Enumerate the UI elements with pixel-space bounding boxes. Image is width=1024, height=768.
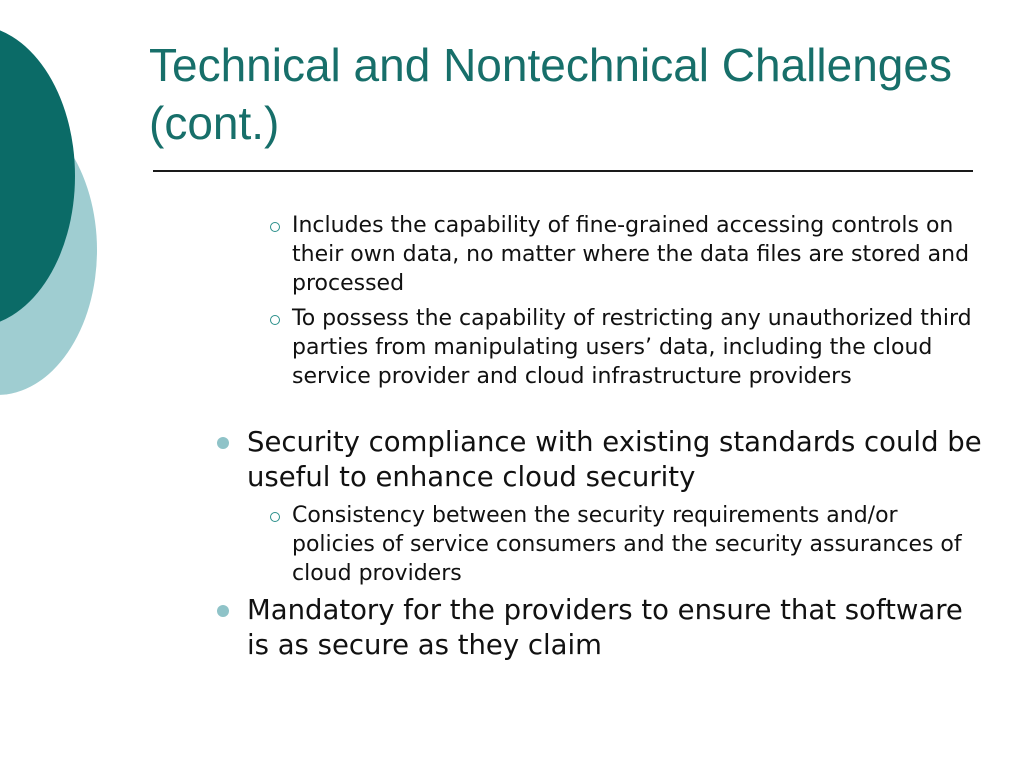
sub-bullet-text: Consistency between the security requirements and/or policies of service consumers and the security assurances of cloud providers	[292, 503, 962, 586]
sub-bullet-text: To possess the capability of restricting any unauthorized third parties from manipulating users’ data, including the cloud service provider and cloud infrastructure providers	[292, 306, 972, 389]
bullet-item	[247, 425, 987, 495]
sub-bullet-item	[292, 304, 982, 391]
slide-title: Technical and Nontechnical Challenges (cont.)	[149, 39, 952, 149]
sub-bullet-item	[292, 211, 982, 298]
filled-circle-bullet-icon	[217, 605, 229, 617]
hollow-circle-bullet-icon	[270, 512, 280, 522]
filled-circle-bullet-icon	[217, 437, 229, 449]
bullet-text: Security compliance with existing standards could be useful to enhance cloud security	[247, 426, 982, 493]
bullet-text: Mandatory for the providers to ensure that software is as secure as they claim	[247, 594, 963, 661]
hollow-circle-bullet-icon	[270, 222, 280, 232]
hollow-circle-bullet-icon	[270, 315, 280, 325]
sub-bullet-text: Includes the capability of fine-grained accessing controls on their own data, no matter where the data files are stored and processed	[292, 213, 970, 296]
sub-bullet-item	[292, 501, 982, 588]
bullet-item	[247, 593, 987, 663]
